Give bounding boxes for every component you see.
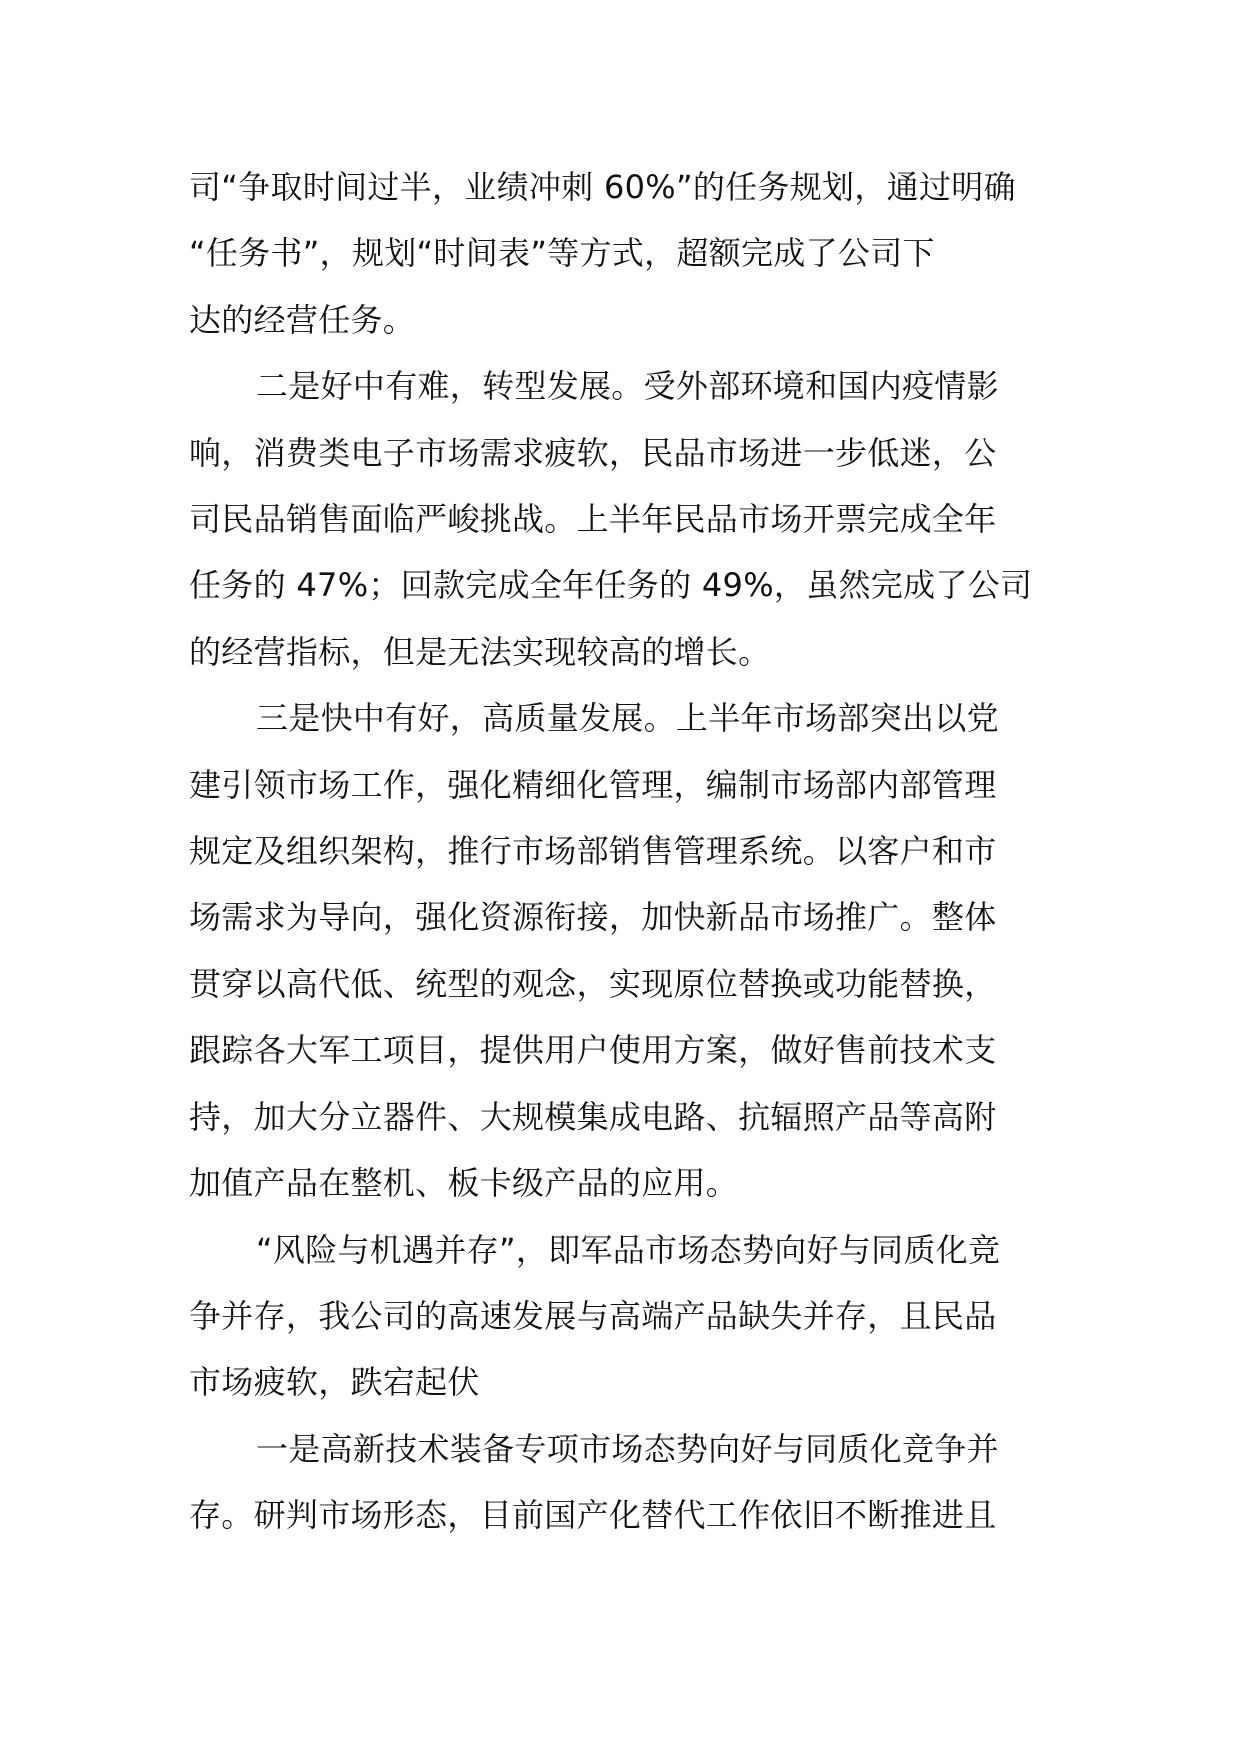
text-line: 市场疲软，跌宕起伏 [189, 1363, 480, 1402]
paragraph-hightech-market [189, 1416, 1061, 1549]
text-line: 跟踪各大军工项目，提供用户使用方案，做好售前技术支 [189, 1031, 997, 1070]
text-line: “风险与机遇并存”，即军品市场态势向好与同质化竞 [256, 1230, 1001, 1269]
text-line: “任务书”，规划“时间表”等方式，超额完成了公司下 [189, 234, 935, 273]
text-line: 争并存，我公司的高速发展与高端产品缺失并存，且民品 [189, 1296, 997, 1335]
paragraph-civilian-market [189, 353, 1061, 685]
document-body [189, 154, 1061, 1549]
text-line: 贯穿以高代低、统型的观念，实现原位替换或功能替换， [189, 964, 997, 1003]
paragraph-quality-development [189, 685, 1061, 1216]
text-line: 司“争取时间过半，业绩冲刺 60%”的任务规划，通过明确 [189, 168, 1016, 206]
text-line: 场需求为导向，强化资源衔接，加快新品市场推广。整体 [189, 898, 997, 937]
paragraph-task-completion [189, 154, 1061, 353]
text-line: 响，消费类电子市场需求疲软，民品市场进一步低迷，公 [189, 433, 997, 472]
text-line: 存。研判市场形态，目前国产化替代工作依旧不断推进且 [189, 1496, 997, 1535]
text-line: 规定及组织架构，推行市场部销售管理系统。以客户和市 [189, 832, 997, 871]
text-line: 建引领市场工作，强化精细化管理，编制市场部内部管理 [189, 765, 997, 804]
paragraph-risk-opportunity [189, 1217, 1061, 1416]
text-line: 达的经营任务。 [189, 300, 416, 339]
text-line: 的经营指标，但是无法实现较高的增长。 [189, 632, 771, 671]
text-line: 持，加大分立器件、大规模集成电路、抗辐照产品等高附 [189, 1097, 997, 1136]
text-line: 任务的 47%；回款完成全年任务的 49%，虽然完成了公司 [189, 566, 1033, 605]
text-line: 三是快中有好，高质量发展。上半年市场部突出以党 [256, 699, 999, 738]
text-line: 一是高新技术装备专项市场态势向好与同质化竞争并 [256, 1429, 999, 1468]
text-line: 司民品销售面临严峻挑战。上半年民品市场开票完成全年 [189, 500, 997, 539]
text-line: 二是好中有难，转型发展。受外部环境和国内疫情影 [256, 367, 999, 406]
text-line: 加值产品在整机、板卡级产品的应用。 [189, 1164, 739, 1203]
